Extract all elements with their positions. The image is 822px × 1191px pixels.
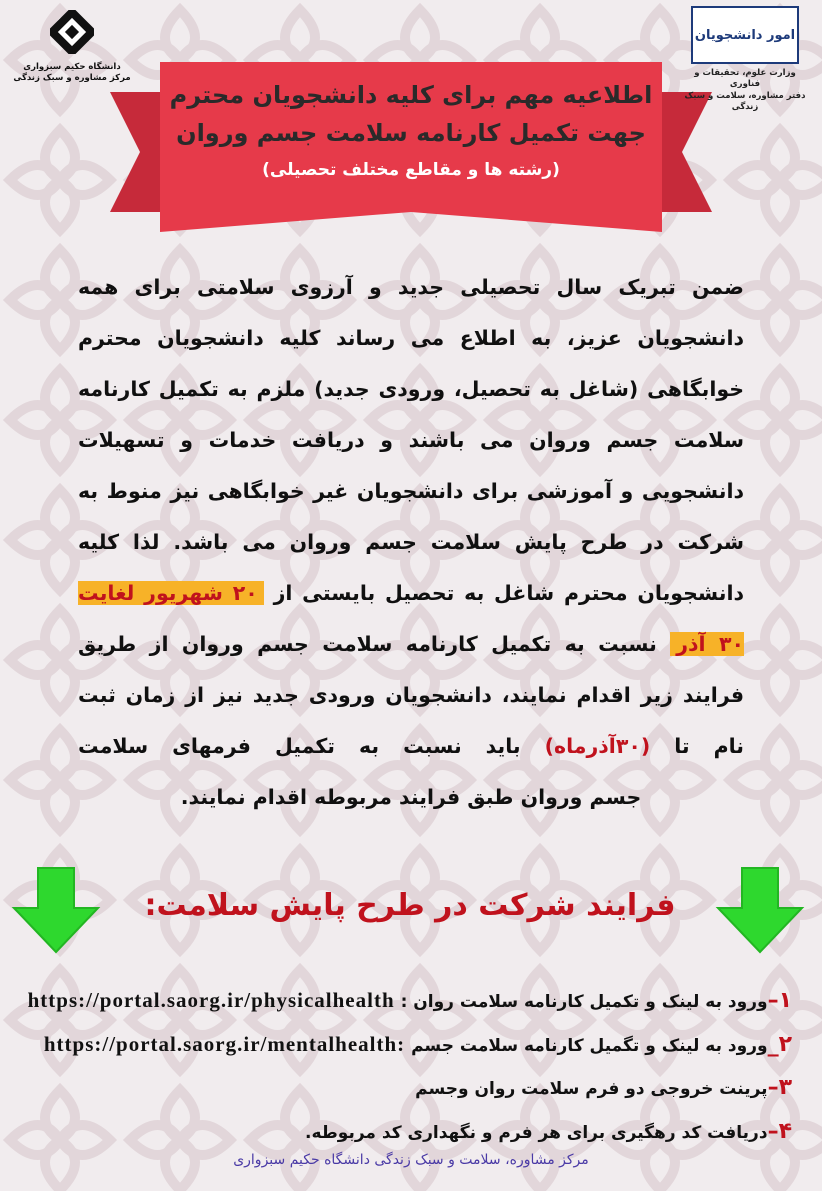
university-logo: [12, 10, 132, 85]
page-title: اطلاعیه مهم برای کلیه دانشجویان محترم: [169, 81, 653, 109]
ministry-emblem-text: امور دانشجویان: [694, 27, 796, 43]
right-logo-line-1: وزارت علوم، تحقیقات و فناوری: [694, 68, 796, 90]
body-part-1: ضمن تبریک سال تحصیلی جدید و آرزوی سلامتی برای همه دانشجویان عزیز، به اطلاع می رساند کلیه دانشجویان محترم خوابگاهی (شاغل به تحصیل، ورودی جدید) ملزم به تکمیل کارنامه سلامت جسم وروان می باشند و دریافت خدمات و تسهیلات دانشجویی و آموزشی برای دانشجویان غیر خوابگاهی نیز منوط به شرکت در طرح پایش سلامت جسم وروان می باشد. لذا کلیه دانشجویان محترم شاغل به تحصیل بایستی از: [78, 275, 745, 605]
body-part-2: نسبت به تکمیل کارنامه سلامت جسم وروان از طریق فرایند زیر اقدام نمایند، دانشجویان ورودی جدید نیز از زمان ثبت نام تا: [78, 632, 744, 758]
date-range-highlight: ۲۰ شهریور لغایت ۳۰ آذر: [78, 581, 744, 656]
step-text: ورود به لینک و تکمیل کارنامه سلامت روان :: [400, 992, 768, 1012]
page-title-line-2: جهت تکمیل کارنامه سلامت جسم وروان: [176, 119, 646, 147]
step-item: [20, 1066, 792, 1110]
ministry-emblem-icon: [691, 6, 799, 64]
step-number: ۱–: [767, 988, 792, 1013]
step-text: ورود به لینک و تگمیل کارنامه سلامت جسم: [411, 1036, 768, 1056]
left-logo-line-2: مرکز مشاوره و سبک زندگی: [13, 73, 131, 84]
step-number: ۳–: [767, 1075, 792, 1100]
body-part-4: جسم وروان طبق فرایند مربوطه اقدام نمایند.: [180, 785, 642, 809]
green-arrow-down-icon: [10, 864, 102, 956]
step-number: ۲_: [767, 1032, 792, 1057]
step-item: [20, 1022, 792, 1066]
step-item: [20, 1110, 792, 1154]
step-item: [20, 978, 792, 1022]
university-emblem-icon: [50, 10, 94, 54]
page-subtitle: (رشته ها و مقاطع مختلف تحصیلی): [262, 160, 560, 180]
green-arrow-down-icon: [714, 864, 806, 956]
physical-health-link[interactable]: https://portal.saorg.ir/physicalhealth: [27, 988, 395, 1012]
ministry-logo: [680, 6, 810, 114]
process-title: فرایند شرکت در طرح پایش سلامت:: [144, 888, 676, 923]
mental-health-link[interactable]: https://portal.saorg.ir/mentalhealth:: [43, 1032, 406, 1056]
header-text: [165, 76, 657, 180]
step-number: ۴–: [767, 1119, 792, 1144]
announcement-body: [78, 262, 744, 823]
footer-text: مرکز مشاوره، سلامت و سبک زندگی دانشگاه حکیم سبزواری: [233, 1152, 589, 1168]
step-text: دریافت کد رهگیری برای هر فرم و نگهداری کد مربوطه.: [305, 1123, 768, 1143]
steps-list: [20, 978, 792, 1154]
deadline-red-text: (۳۰آذرماه): [544, 734, 651, 758]
body-part-3: باید نسبت به تکمیل فرمهای سلامت: [78, 734, 521, 758]
left-logo-line-1: دانشگاه حکیم سبزواری: [23, 62, 121, 72]
right-logo-line-2: دفتر مشاوره، سلامت و سبک زندگی: [684, 90, 806, 113]
step-text: پرینت خروجی دو فرم سلامت روان وجسم: [415, 1079, 768, 1099]
